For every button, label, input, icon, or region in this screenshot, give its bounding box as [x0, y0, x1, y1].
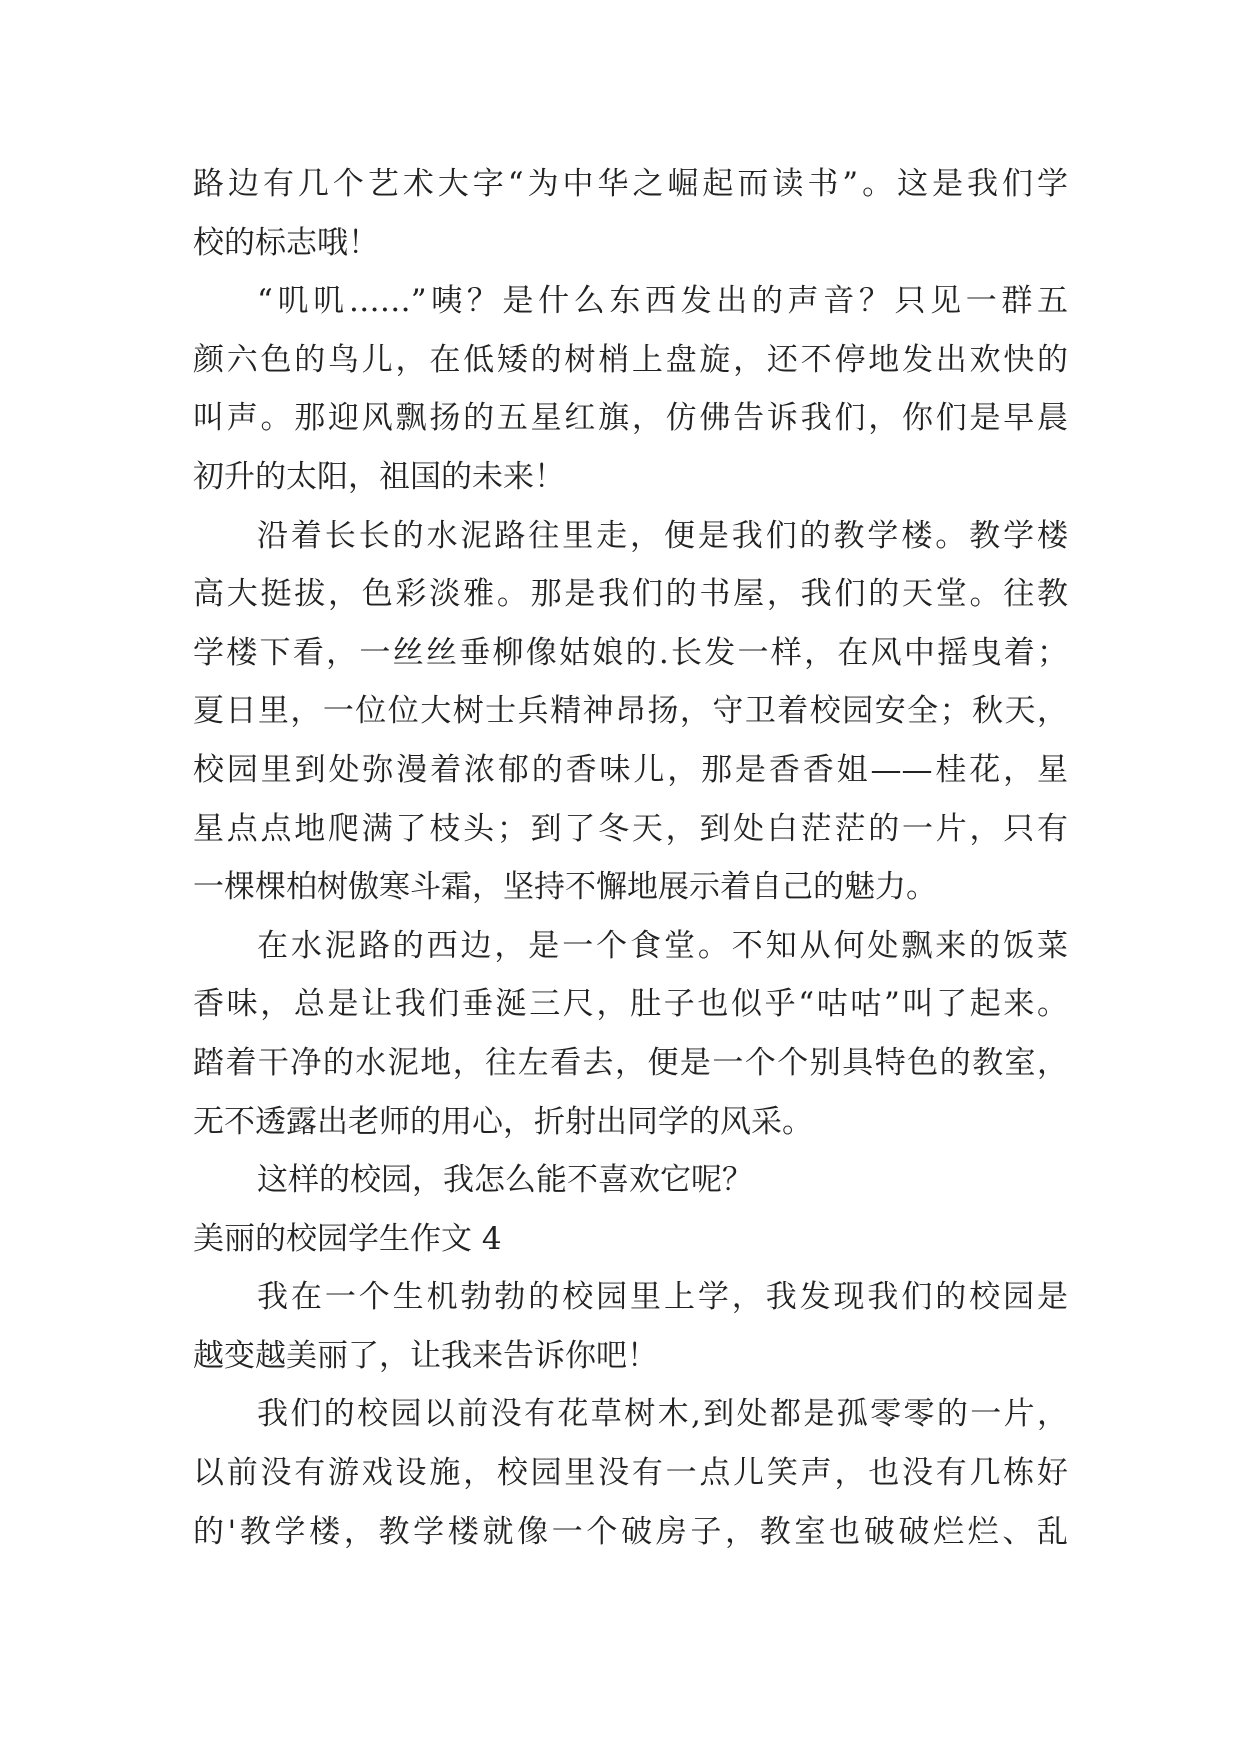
text-line: 叫声。那迎风飘扬的五星红旗，仿佛告诉我们，你们是早晨: [193, 400, 1068, 437]
text-line: 越变越美丽了，让我来告诉你吧！: [193, 1337, 658, 1374]
text-line: “叽叽……”咦？是什么东西发出的声音？只见一群五: [257, 283, 1068, 320]
essay-body: [193, 155, 1068, 1561]
text-line: 无不透露出老师的用心，折射出同学的风采。: [193, 1103, 813, 1140]
text-line: 沿着长长的水泥路往里走，便是我们的教学楼。教学楼: [257, 517, 1068, 554]
text-line: 我们的校园以前没有花草树木,到处都是孤零零的一片，: [257, 1396, 1068, 1433]
text-line: 路边有几个艺术大字“为中华之崛起而读书”。这是我们学: [193, 166, 1068, 202]
text-line: 在水泥路的西边，是一个食堂。不知从何处飘来的饭菜: [257, 927, 1068, 964]
text-line: 星点点地爬满了枝头；到了冬天，到处白茫茫的一片，只有: [193, 810, 1068, 847]
section-heading: 美丽的校园学生作文 4: [193, 1220, 502, 1257]
text-line: 校园里到处弥漫着浓郁的香味儿，那是香香姐——桂花，星: [193, 751, 1068, 788]
text-line: 一棵棵柏树傲寒斗霜，坚持不懈地展示着自己的魅力。: [193, 869, 937, 906]
text-line: 以前没有游戏设施，校园里没有一点儿笑声，也没有几栋好: [193, 1455, 1068, 1492]
text-line: 初升的太阳，祖国的未来！: [193, 458, 565, 495]
text-line: 校的标志哦！: [193, 224, 379, 261]
text-line: 的'教学楼，教学楼就像一个破房子，教室也破破烂烂、乱: [193, 1513, 1068, 1550]
text-line: 这样的校园，我怎么能不喜欢它呢？: [257, 1162, 753, 1199]
text-line: 学楼下看，一丝丝垂柳像姑娘的.长发一样，在风中摇曳着；: [193, 634, 1068, 671]
text-line: 夏日里，一位位大树士兵精神昂扬，守卫着校园安全；秋天，: [193, 693, 1068, 730]
text-line: 我在一个生机勃勃的校园里上学，我发现我们的校园是: [257, 1279, 1068, 1316]
text-line: 颜六色的鸟儿，在低矮的树梢上盘旋，还不停地发出欢快的: [193, 341, 1068, 378]
text-line: 高大挺拔，色彩淡雅。那是我们的书屋，我们的天堂。往教: [193, 576, 1068, 613]
text-line: 香味，总是让我们垂涎三尺，肚子也似乎“咕咕”叫了起来。: [193, 986, 1068, 1023]
text-line: 踏着干净的水泥地，往左看去，便是一个个别具特色的教室，: [193, 1044, 1068, 1081]
